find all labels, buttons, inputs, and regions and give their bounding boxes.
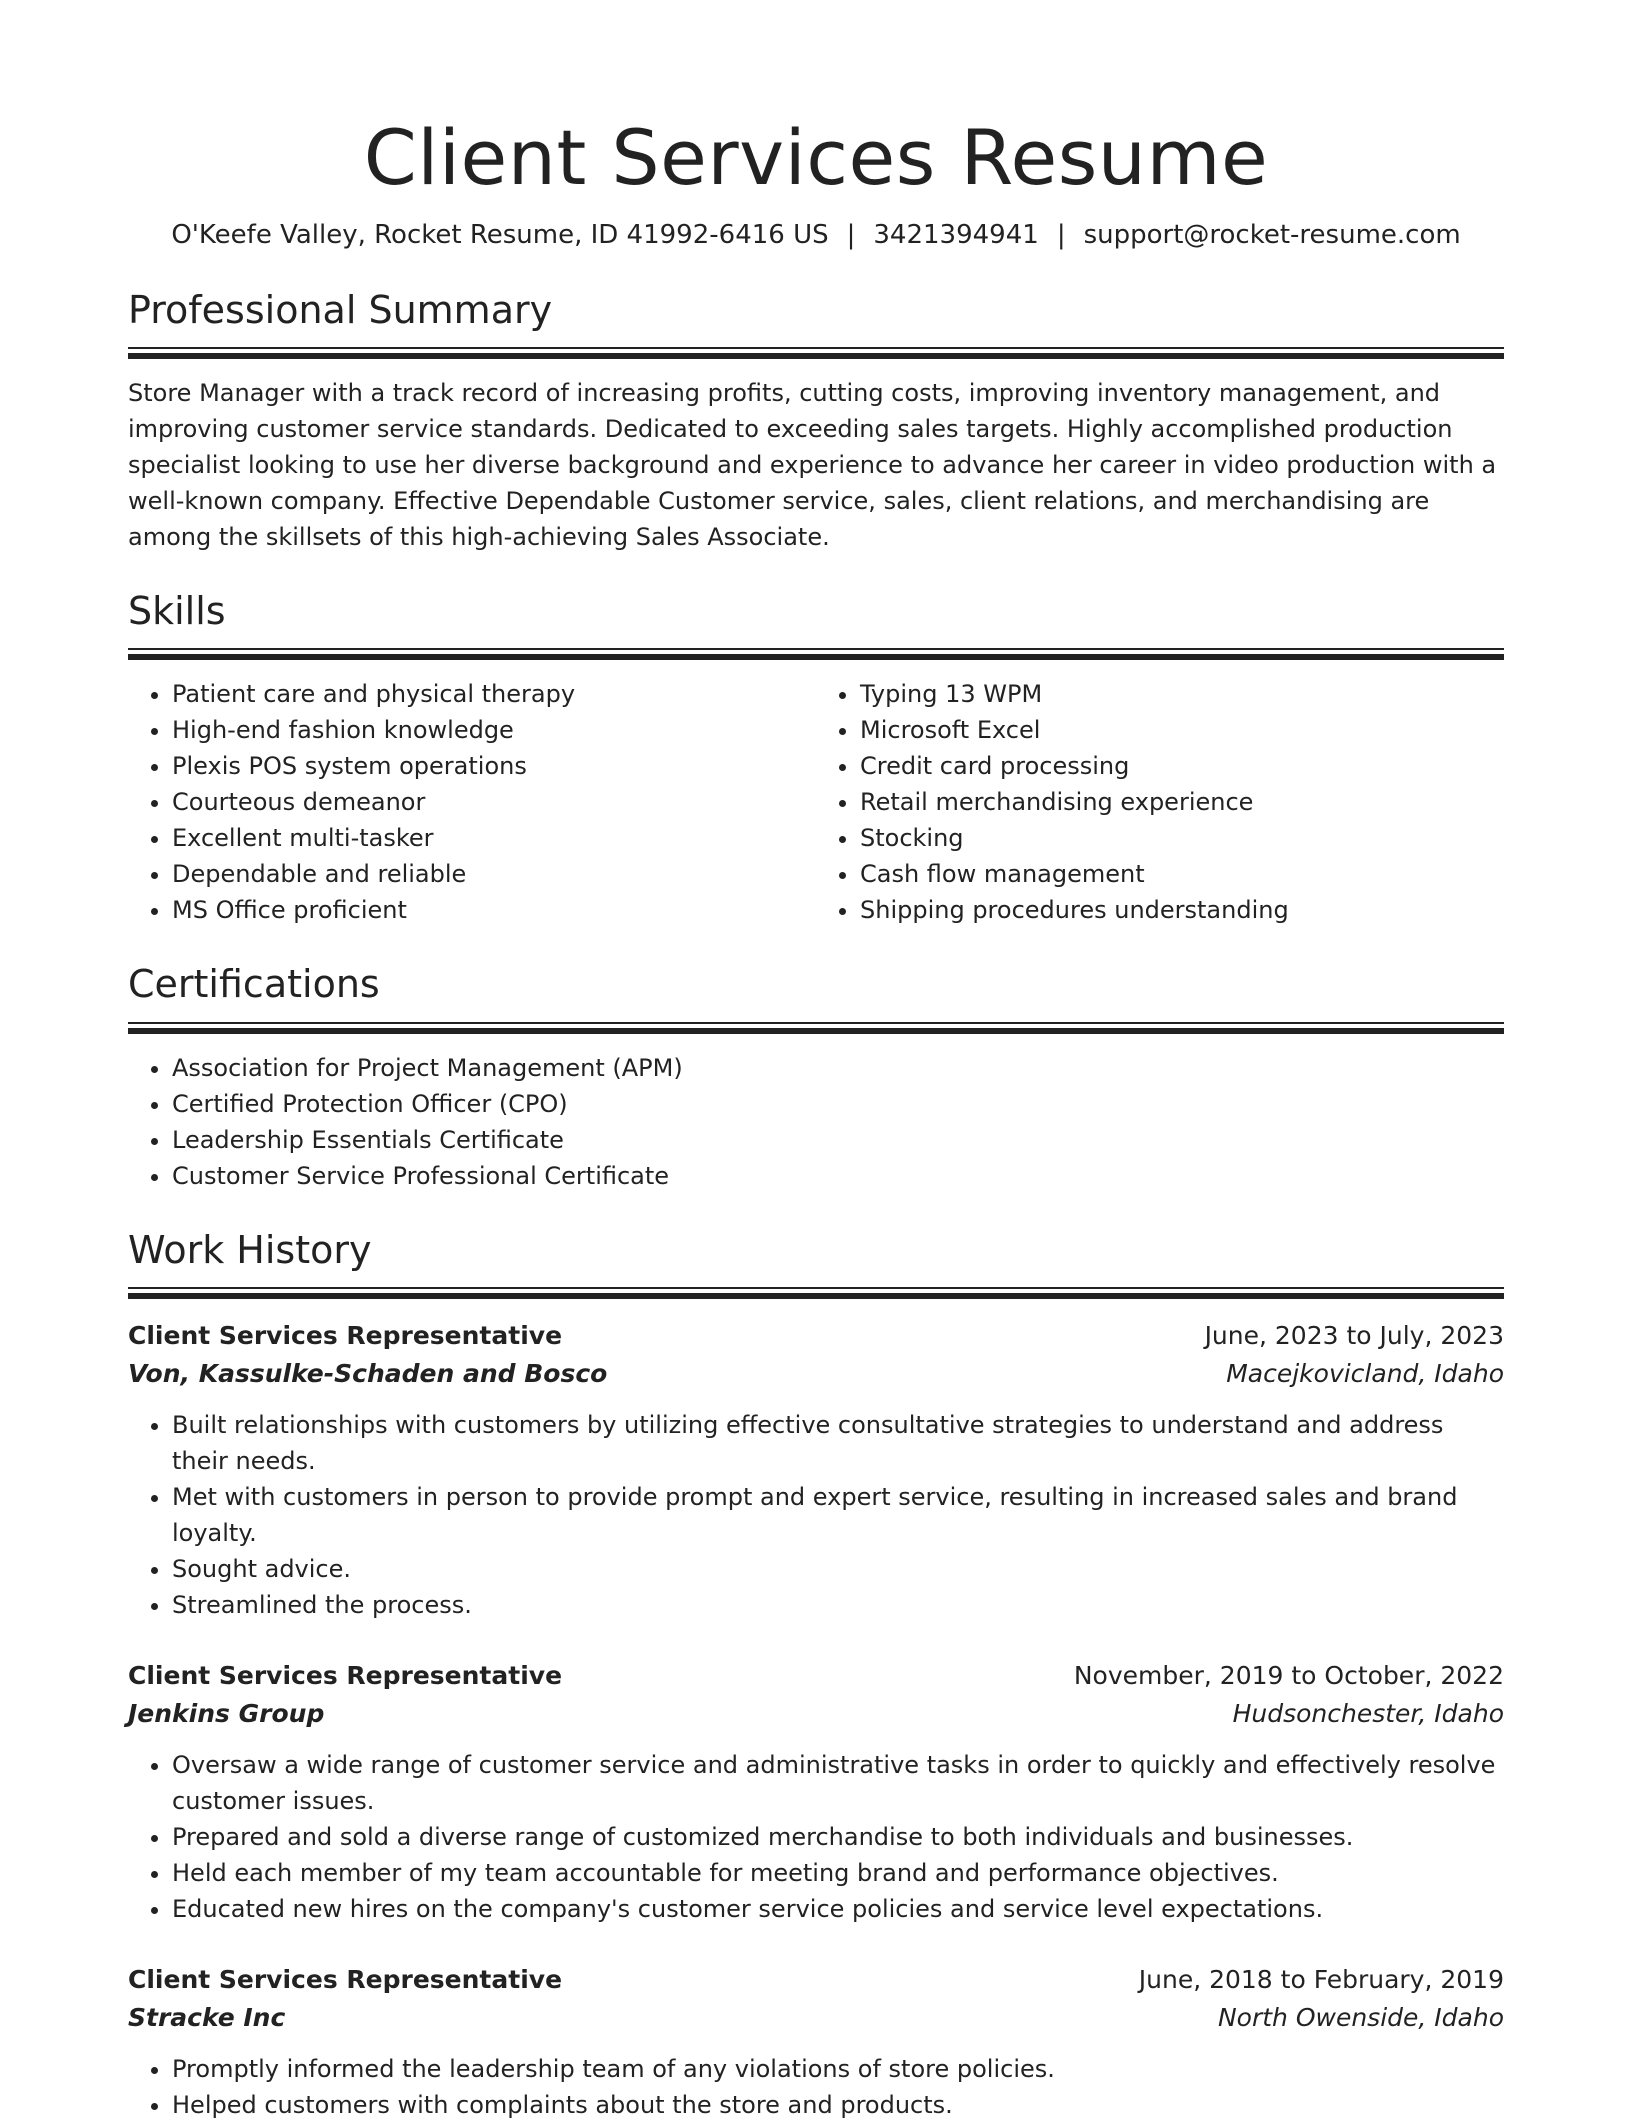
skill-item: • Credit card processing [860, 748, 1504, 784]
job-company: Von, Kassulke-Schaden and Bosco [128, 1359, 608, 1389]
job-bullets [128, 1407, 1504, 1623]
certification-item: • Certified Protection Officer (CPO) [172, 1086, 1504, 1122]
certifications-section [128, 960, 1504, 1033]
job-bullet: • Promptly informed the leadership team of any violations of store policies. [172, 2051, 1504, 2087]
skill-item: • Patient care and physical therapy [172, 676, 816, 712]
job-entry [128, 1317, 1504, 1623]
skills-list-left [128, 676, 816, 928]
skill-item: • Excellent multi-tasker [172, 820, 816, 856]
job-bullets [128, 1747, 1504, 1927]
job-bullet: • Educated new hires on the company's customer service policies and service level expectations. [172, 1891, 1504, 1927]
job-bullets [128, 2051, 1504, 2123]
contact-phone: 3421394941 [873, 220, 1039, 251]
skills-grid [128, 676, 1504, 928]
job-location: Hudsonchester, Idaho [1232, 1699, 1504, 1729]
summary-text: Store Manager with a track record of increasing profits, cutting costs, improving inventory management, and improving customer service standards. Dedicated to exceeding sales targets. Highly accomplished production specialist looking to use her diverse background and experience to advance her career in video production with a well-known company. Effective Dependable Customer service, sales, client relations, and merchandising are among the skillsets of this high-achieving Sales Associate. [128, 378, 1497, 551]
work-section [128, 1226, 1504, 1299]
job-entry [128, 1961, 1504, 2123]
job-title: Client Services Representative [128, 1965, 563, 1995]
job-header-row [128, 1657, 1504, 1695]
job-dates: June, 2023 to July, 2023 [1204, 1321, 1504, 1351]
skills-list-right [816, 676, 1504, 928]
skill-item: • Dependable and reliable [172, 856, 816, 892]
contact-separator: | [1056, 220, 1066, 251]
section-divider [128, 648, 1504, 660]
job-bullet: • Prepared and sold a diverse range of customized merchandise to both individuals and businesses. [172, 1819, 1504, 1855]
resume-title: Client Services Resume [363, 113, 1269, 202]
certification-item: • Customer Service Professional Certificate [172, 1158, 1504, 1194]
job-header-row [128, 1317, 1504, 1355]
contact-separator: | [846, 220, 856, 251]
skill-item: • Shipping procedures understanding [860, 892, 1504, 928]
job-company-row [128, 1355, 1504, 1393]
job-company: Stracke Inc [128, 2003, 286, 2033]
job-company: Jenkins Group [128, 1699, 325, 1729]
job-dates: November, 2019 to October, 2022 [1073, 1661, 1504, 1691]
certification-item: • Leadership Essentials Certificate [172, 1122, 1504, 1158]
job-entry [128, 1657, 1504, 1927]
job-title: Client Services Representative [128, 1661, 563, 1691]
job-company-row [128, 1999, 1504, 2037]
work-heading: Work History [128, 1227, 372, 1272]
skill-item: • High-end fashion knowledge [172, 712, 816, 748]
skill-item: • Microsoft Excel [860, 712, 1504, 748]
job-bullet: • Oversaw a wide range of customer service and administrative tasks in order to quickly and effectively resolve customer issues. [172, 1747, 1504, 1819]
skill-item: • Retail merchandising experience [860, 784, 1504, 820]
skill-item: • Typing 13 WPM [860, 676, 1504, 712]
skill-item: • Cash flow management [860, 856, 1504, 892]
job-title: Client Services Representative [128, 1321, 563, 1351]
job-company-row [128, 1695, 1504, 1733]
job-location: North Owenside, Idaho [1217, 2003, 1504, 2033]
skill-item: • MS Office proficient [172, 892, 816, 928]
section-divider [128, 1287, 1504, 1299]
section-divider [128, 1022, 1504, 1034]
job-bullet: • Held each member of my team accountable for meeting brand and performance objectives. [172, 1855, 1504, 1891]
section-divider [128, 347, 1504, 359]
certification-item: • Association for Project Management (APM) [172, 1050, 1504, 1086]
contact-email[interactable]: support@rocket-resume.com [1083, 220, 1461, 251]
contact-address: O'Keefe Valley, Rocket Resume, ID 41992-6416 US [171, 220, 829, 251]
job-dates: June, 2018 to February, 2019 [1138, 1965, 1504, 1995]
job-location: Macejkovicland, Idaho [1226, 1359, 1504, 1389]
certifications-list [128, 1050, 1504, 1194]
certifications-heading: Certifications [128, 962, 380, 1007]
skills-section [128, 587, 1504, 660]
job-header-row [128, 1961, 1504, 1999]
skill-item: • Stocking [860, 820, 1504, 856]
job-bullet: • Sought advice. [172, 1551, 1504, 1587]
job-bullet: • Built relationships with customers by utilizing effective consultative strategies to understand and address their needs. [172, 1407, 1504, 1479]
summary-heading: Professional Summary [128, 287, 553, 332]
skill-item: • Courteous demeanor [172, 784, 816, 820]
summary-section [128, 286, 1504, 359]
contact-line [128, 217, 1504, 253]
skill-item: • Plexis POS system operations [172, 748, 816, 784]
job-bullet: • Helped customers with complaints about the store and products. [172, 2087, 1504, 2123]
skills-heading: Skills [128, 588, 226, 633]
job-bullet: • Streamlined the process. [172, 1587, 1504, 1623]
job-bullet: • Met with customers in person to provide prompt and expert service, resulting in increased sales and brand loyalty. [172, 1479, 1504, 1551]
